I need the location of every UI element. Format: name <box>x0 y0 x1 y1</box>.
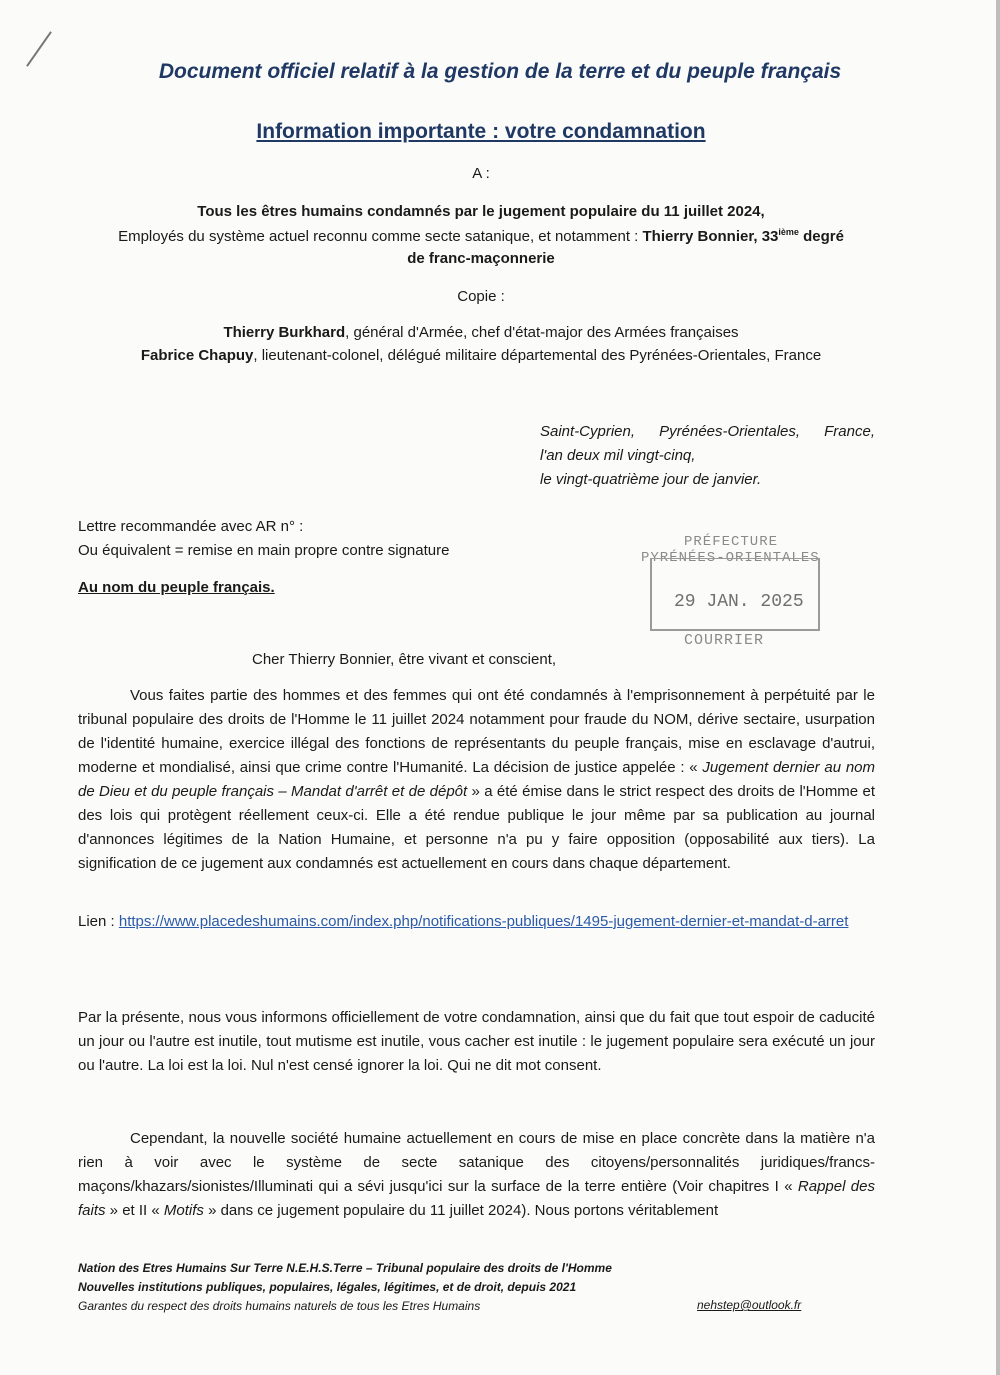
copy-line-1 <box>0 324 962 341</box>
paragraph-1 <box>78 684 875 876</box>
recipients-line1: Tous les êtres humains condamnés par le jugement populaire du 11 juillet 2024, <box>197 203 765 220</box>
footer-email[interactable]: nehstep@outlook.fr <box>697 1298 802 1312</box>
place-department: Pyrénées-Orientales, <box>659 423 801 440</box>
paragraph-3-text-end: » dans ce jugement populaire du 11 juillet 2024). Nous portons véritablement <box>203 1202 719 1219</box>
stamp-line3: COURRIER <box>684 632 765 649</box>
date-year: l'an deux mil vingt-cinq, <box>540 447 696 464</box>
in-name-heading: Au nom du peuple français. <box>78 579 275 596</box>
recipient-name: Thierry Bonnier, 33 <box>642 228 779 245</box>
paragraph-2: Par la présente, nous vous informons officiellement de votre condamnation, ainsi que du fait que tout espoir de caducité un jour ou l'autre est inutile, tout mutisme est inutile, vous cacher est inutile : le jugement populaire sera exécuté un jour ou l'autre. La loi est la loi. Nul n'est censé ignorer la loi. Qui ne dit mot consent. <box>78 1009 875 1074</box>
link-paragraph <box>78 910 875 934</box>
copy-label: Copie : <box>457 288 505 305</box>
stamp-line2: PYRÉNÉES-ORIENTALES <box>641 550 820 566</box>
footer-line2: Nouvelles institutions publiques, populaires, légales, légitimes, et de droit, depuis 2021 <box>78 1280 577 1294</box>
chapter-1-title: Rappel des faits <box>78 1178 875 1219</box>
paragraph-1-text-end: » a été émise dans le strict respect des droits de l'Homme et des lois qui protègent réellement ceux-ci. Elle a été rendue publique le jour même par sa publication au journal d'annonces légitimes de la Nation Humaine, et personne n'a pu y faire opposition (opposabilité aux tiers). La signification de ce jugement aux condamnés est actuellement en cours dans chaque département. <box>78 783 875 872</box>
registered-line1: Lettre recommandée avec AR n° : <box>78 518 304 535</box>
recipients-line2 <box>0 227 962 245</box>
copy-name: Fabrice Chapuy <box>140 347 254 364</box>
recipients-line2-text: Employés du système actuel reconnu comme secte satanique, et notamment : <box>118 228 643 245</box>
judgment-link[interactable]: https://www.placedeshumains.com/index.php/notifications-publiques/1495-jugement-dernier-et-mandat-d-arret <box>118 913 849 930</box>
document-title: Document officiel relatif à la gestion de la terre et du peuple français <box>158 60 842 83</box>
degree-word: degré <box>798 228 844 245</box>
paragraph-3-text: Cependant, la nouvelle société humaine actuellement en cours de mise en place concrète dans la matière n'a rien à voir avec le système de secte satanique des citoyens/personnalités juridiques/francs-maçons/khazars/sionistes/Illuminati qui a sévi jusqu'ici sur la surface de la terre entière (Voir chapitres I « <box>78 1130 875 1195</box>
paragraph-3 <box>78 1127 875 1223</box>
footer-line3: Garantes du respect des droits humains naturels de tous les Etres Humains <box>78 1299 481 1313</box>
stamp-date: 29 JAN. 2025 <box>674 592 804 612</box>
degree-sup: ième <box>778 227 799 237</box>
place-date-block <box>540 420 875 492</box>
stamp-line1: PRÉFECTURE <box>684 534 779 550</box>
paragraph-3-text-mid: » et II « <box>105 1202 164 1219</box>
registered-line2: Ou équivalent = remise en main propre contre signature <box>78 542 450 559</box>
recipients-line3: de franc-maçonnerie <box>407 250 555 267</box>
footer <box>78 1259 612 1316</box>
reception-stamp <box>636 528 836 654</box>
chapter-2-title: Motifs <box>163 1202 204 1219</box>
copy-desc: , général d'Armée, chef d'état-major des Armées françaises <box>345 324 739 341</box>
salutation: Cher Thierry Bonnier, être vivant et conscient, <box>252 651 557 668</box>
document-subtitle: Information importante : votre condamnation <box>256 120 706 143</box>
copy-line-2 <box>0 347 962 364</box>
to-label: A : <box>472 165 490 182</box>
place-country: France, <box>824 423 875 440</box>
link-label: Lien : <box>78 913 119 930</box>
copy-name: Thierry Burkhard <box>223 324 346 341</box>
judgment-title: Jugement dernier au nom de Dieu et du peuple français – Mandat d'arrêt et de dépôt <box>78 759 876 800</box>
copy-desc: , lieutenant-colonel, délégué militaire départemental des Pyrénées-Orientales, France <box>253 347 822 364</box>
place-city: Saint-Cyprien, <box>540 423 636 440</box>
paragraph-1-text: Vous faites partie des hommes et des femmes qui ont été condamnés à l'emprisonnement à perpétuité par le tribunal populaire des droits de l'Homme le 11 juillet 2024 notamment pour fraude du NOM, dérive sectaire, usurpation de l'identité humaine, exercice illégal des fonctions de représentants du peuple français, mise en esclavage d'autrui, moderne et mondialisé, ainsi que crime contre l'Humanité. La décision de justice appelée : « <box>78 687 875 776</box>
date-day: le vingt-quatrième jour de janvier. <box>540 471 762 488</box>
place-line <box>540 420 875 444</box>
footer-line1: Nation des Etres Humains Sur Terre N.E.H.S.Terre – Tribunal populaire des droits de l'Homme <box>78 1261 612 1275</box>
scan-edge <box>996 0 1000 1375</box>
